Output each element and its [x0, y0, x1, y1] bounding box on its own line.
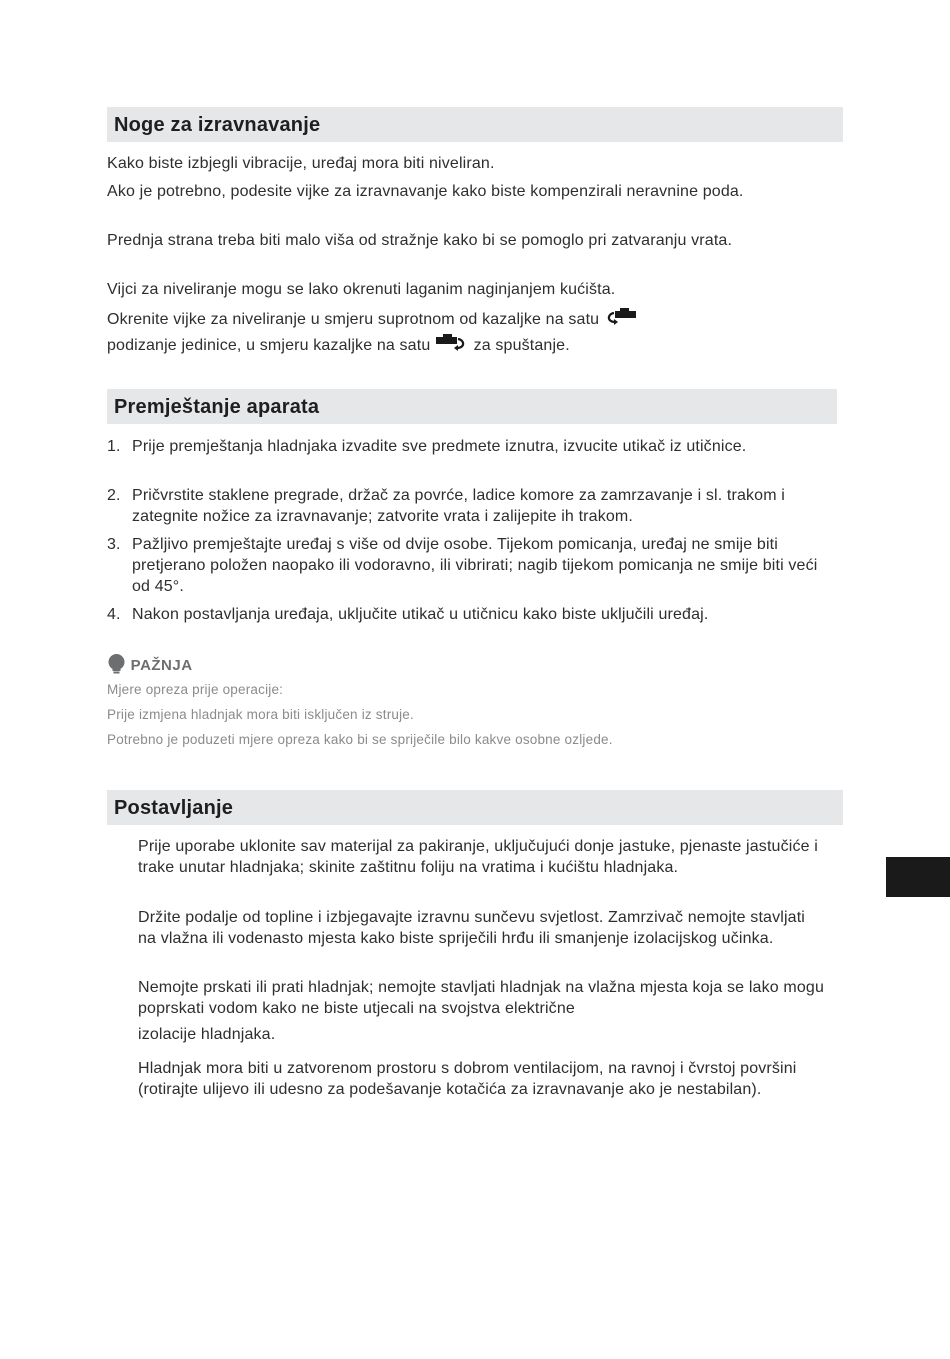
leveling-paragraph-5	[107, 307, 867, 359]
leveling-p5-part-c: za spuštanje.	[473, 337, 570, 354]
leveling-paragraph-4: Vijci za niveliranje mogu se lako okrenuti laganim naginjanjem kućišta.	[107, 281, 616, 298]
moving-list-item-2	[107, 485, 852, 527]
list-number: 2.	[107, 487, 121, 504]
list-number: 4.	[107, 606, 121, 623]
placement-paragraph-2: Držite podalje od topline i izbjegavajte izravnu sunčevu svjetlost. Zamrzivač nemojte stavljati na vlažna ili vodenasto mjesta kako biste spriječili hrđu ili smanjenje izolacijskog učinka.	[138, 909, 805, 947]
moving-list-item-4	[107, 604, 852, 625]
moving-list-item-1	[107, 436, 827, 457]
page-side-tab	[886, 857, 950, 897]
caution-title: PAŽNJA	[130, 657, 193, 674]
caution-heading	[107, 654, 193, 674]
placement-paragraph-1: Prije uporabe uklonite sav materijal za pakiranje, uključujući donje jastuke, pjenaste jastučiće i trake unutar hladnjaka; skinite zaštitnu foliju na vratima i kućištu hladnjaka.	[138, 838, 818, 876]
section-title-placement: Postavljanje	[107, 790, 843, 825]
list-number: 1.	[107, 438, 121, 455]
counterclockwise-rotate-icon	[604, 307, 638, 333]
list-text: Pričvrstite staklene pregrade, držač za povrće, ladice komore za zamrzavanje i sl. trakom i zategnite nožice za izravnavanje; zatvorite vrata i zalijepite ih trakom.	[132, 487, 786, 525]
placement-p3-part-b: izolacije hladnjaka.	[138, 1026, 276, 1043]
placement-p3-part-a: Nemojte prskati ili prati hladnjak; nemojte stavljati hladnjak na vlažna mjesta koja se lako mogu poprskati vodom kako ne biste utjecali na svojstva električne	[138, 979, 824, 1017]
caution-line-2: Prije izmjena hladnjak mora biti isključen iz struje.	[107, 707, 414, 722]
section-title-leveling: Noge za izravnavanje	[107, 107, 843, 142]
lightbulb-icon	[107, 654, 126, 678]
list-text: Nakon postavljanja uređaja, uključite utikač u utičnicu kako biste uključili uređaj.	[132, 606, 709, 623]
moving-list-item-3	[107, 534, 837, 597]
section-title-moving: Premještanje aparata	[107, 389, 837, 424]
caution-line-3: Potrebno je poduzeti mjere opreza kako bi se spriječile bilo kakve osobne ozljede.	[107, 732, 613, 747]
placement-paragraph-3	[138, 977, 843, 1045]
leveling-p5-part-a: Okrenite vijke za niveliranje u smjeru suprotnom od kazaljke na satu	[107, 311, 600, 328]
placement-paragraph-4: Hladnjak mora biti u zatvorenom prostoru s dobrom ventilacijom, na ravnoj i čvrstoj površini (rotirajte ulijevo ili udesno za podešavanje kotačića za izravnavanje ako je nestabilan).	[138, 1060, 797, 1098]
caution-line-1: Mjere opreza prije operacije:	[107, 682, 284, 697]
leveling-paragraph-2: Ako je potrebno, podesite vijke za izravnavanje kako biste kompenzirali neravnine poda.	[107, 183, 744, 200]
clockwise-rotate-icon	[435, 333, 469, 359]
list-text: Prije premještanja hladnjaka izvadite sve predmete iznutra, izvucite utikač iz utičnice.	[132, 438, 747, 455]
list-text: Pažljivo premještajte uređaj s više od dvije osobe. Tijekom pomicanja, uređaj ne smije biti pretjerano položen naopako ili vodoravno, ili vibrirati; nagib tijekom pomicanja ne smije biti veći od 45°.	[132, 536, 818, 595]
leveling-p5-part-b: podizanje jedinice, u smjeru kazaljke na satu	[107, 337, 431, 354]
leveling-paragraph-3: Prednja strana treba biti malo viša od stražnje kako bi se pomoglo pri zatvaranju vrata.	[107, 232, 733, 249]
leveling-paragraph-1: Kako biste izbjegli vibracije, uređaj mora biti niveliran.	[107, 155, 495, 172]
list-number: 3.	[107, 536, 121, 553]
